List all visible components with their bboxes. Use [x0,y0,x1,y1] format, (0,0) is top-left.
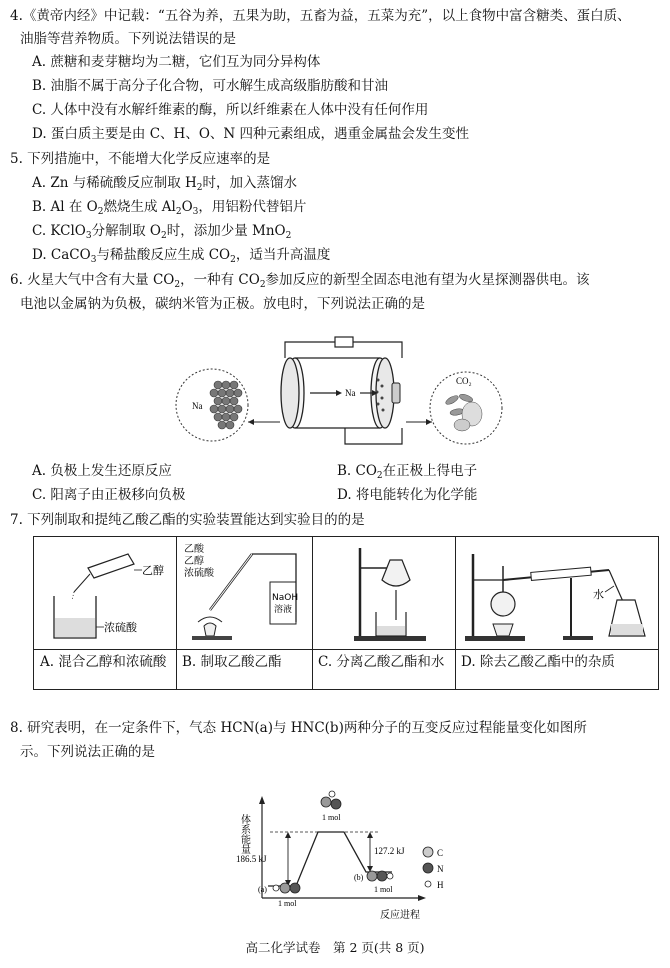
page-footer: 高二化学试卷 第 2 页(共 8 页) [245,940,425,955]
q4-stem-line2: 油脂等营养物质。下列说法错误的是 [20,31,236,47]
q5-option-a: A. Zn 与稀硫酸反应制取 $H_2$时，加入蒸馏水 [32,175,297,193]
q6-stem-line2: 电池以金属钠为负极，碳纳米管为正极。放电时，下列说法正确的是 [20,296,425,312]
q6-stem-line1: 6. 火星大气中含有大量 $CO_2$，一种有 $CO_2$参加反应的新型全固态电池有望为火星探测器供电。该 [10,272,590,290]
energy-profile-diagram [230,770,460,930]
acetic-acid-label: 乙酸 [184,544,204,555]
q5-option-c: C. KClO$_3$分解制取 $O_2$时，添加少量 MnO$_2$ [32,223,292,241]
table-divider [176,537,177,689]
mol-label-b: 1 mol [374,885,393,894]
q7-stem: 7. 下列制取和提纯乙酸乙酯的实验装置能达到实验目的的是 [10,512,365,528]
table-divider [455,537,456,689]
q5-stem: 5. 下列措施中，不能增大化学反应速率的是 [10,151,271,167]
q7-caption-c: C. 分离乙酸乙酯和水 [318,654,445,670]
q6-option-b: B. $CO_2$在正极上得电子 [337,463,478,481]
q7-caption-b: B. 制取乙酸乙酯 [182,654,282,670]
co2-label: CO₂ [456,376,472,386]
legend-carbon: C [437,848,444,858]
x-axis-label: 反应进程 [380,910,420,921]
ethanol-label: 乙醇 [142,564,164,577]
activation-energy-forward-label: 186.5 kJ [236,854,267,864]
na-ion-label: Na [345,388,356,398]
preparation-apparatus-figure [180,540,310,646]
table-divider [312,537,313,689]
ethanol-label-b: 乙醇 [184,556,204,567]
q4-option-d: D. 蛋白质主要是由 C、H、O、N 四种元素组成，遇重金属盐会发生变性 [32,126,469,142]
battery-diagram [170,330,510,455]
q8-stem-line2: 示。下列说法正确的是 [20,744,155,760]
activation-energy-reverse-label: 127.2 kJ [374,846,405,856]
q6-option-d: D. 将电能转化为化学能 [337,487,478,503]
separatory-funnel-figure [316,540,452,646]
mol-label-a: 1 mol [278,899,297,908]
q5-option-d: D. CaCO$_3$与稀盐酸反应生成 $CO_2$，适当升高温度 [32,247,331,265]
q8-stem-line1: 8. 研究表明，在一定条件下，气态 HCN(a)与 HNC(b)两种分子的互变反应过程能量变化如图所 [10,720,587,736]
na-metal-label: Na [192,401,203,411]
mol-label-top: 1 mol [322,813,341,822]
q7-caption-d: D. 除去乙酸乙酯中的杂质 [461,654,615,670]
q7-caption-a: A. 混合乙醇和浓硫酸 [40,654,167,670]
conc-sulfuric-label: 浓硫酸 [104,621,137,634]
q4-stem-line1: 4.《黄帝内经》中记载：“五谷为养，五果为助，五畜为益，五菜为充”，以上食物中富含糖类、蛋白质、 [10,8,631,24]
molecule-a-label: (a) [258,885,267,894]
legend-hydrogen: H [437,880,444,890]
q6-option-a: A. 负极上发生还原反应 [32,463,172,479]
water-label: 水 [593,588,604,601]
y-axis-label: 体系能量 [238,814,250,854]
q5-option-b: B. Al 在 $O_2$燃烧生成 $Al_2O_3$，用铝粉代替铝片 [32,199,307,217]
q4-option-c: C. 人体中没有水解纤维素的酶，所以纤维素在人体中没有任何作用 [32,102,429,118]
naoh-label: NaOH [272,593,299,603]
q6-option-c: C. 阳离子由正极移向负极 [32,487,186,503]
conc-sulfuric-label-b: 浓硫酸 [184,568,214,579]
legend-nitrogen: N [437,864,444,874]
q4-option-b: B. 油脂不属于高分子化合物，可水解生成高级脂肪酸和甘油 [32,78,389,94]
solution-label: 溶液 [274,605,293,615]
molecule-b-label: (b) [354,873,364,882]
table-divider [34,649,658,650]
q4-option-a: A. 蔗糖和麦芽糖均为二糖，它们互为同分异构体 [32,54,321,70]
mixing-apparatus-figure [38,540,172,646]
distillation-apparatus-figure [459,540,657,646]
q7-apparatus-table [33,536,659,690]
